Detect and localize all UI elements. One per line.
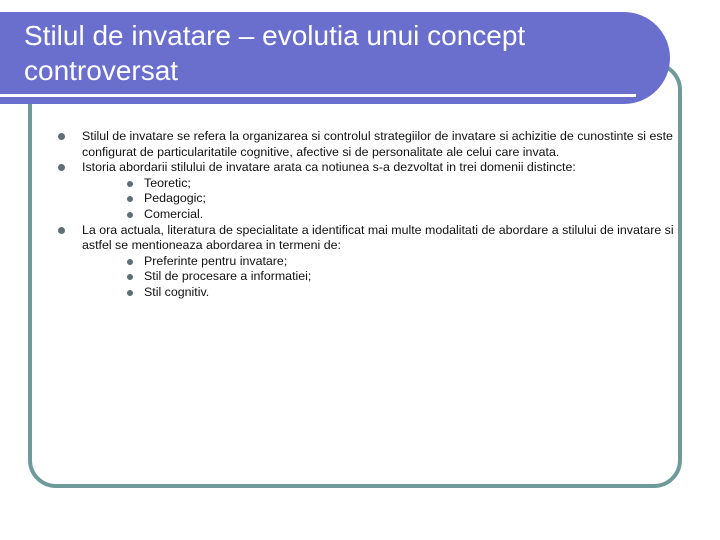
sub-bullet-text: Comercial. (144, 206, 204, 221)
slide-body (56, 129, 676, 301)
sub-bullet-text: Pedagogic; (144, 191, 207, 206)
sub-bullet-list (126, 254, 676, 301)
sub-bullet-list (126, 176, 676, 223)
bullet-dot-icon (127, 259, 133, 265)
title-divider (0, 94, 636, 97)
bullet-dot-icon (127, 212, 133, 218)
sub-bullet-item (126, 285, 676, 301)
sub-bullet-item (126, 191, 676, 207)
sub-bullet-item (126, 176, 676, 192)
bullet-item (56, 160, 676, 222)
sub-bullet-text: Stil de procesare a informatiei; (144, 269, 312, 284)
bullet-text: Stilul de invatare se refera la organizarea si controlul strategiilor de invatare si achizitie de cunostinte si este configurat de particularitatile cognitive, afective si de personalitate ale celui care invata. (82, 129, 673, 159)
sub-bullet-text: Stil cognitiv. (144, 284, 210, 299)
sub-bullet-text: Teoretic; (144, 175, 191, 190)
sub-bullet-item (126, 254, 676, 270)
bullet-text: La ora actuala, literatura de specialitate a identificat mai multe modalitati de abordare a stilului de invatare si astfel se mentioneaza abordarea in termeni de: (82, 222, 674, 253)
bullet-dot-icon (58, 133, 65, 140)
sub-bullet-item (126, 269, 676, 285)
bullet-dot-icon (127, 274, 133, 280)
bullet-text: Istoria abordarii stilului de invatare arata ca notiunea s-a dezvoltat in trei domenii distincte: (82, 160, 576, 175)
bullet-dot-icon (58, 227, 65, 234)
bullet-dot-icon (127, 290, 133, 296)
bullet-item (56, 129, 676, 160)
bullet-dot-icon (127, 196, 133, 202)
sub-bullet-text: Preferinte pentru invatare; (144, 253, 288, 268)
slide-title: Stilul de invatare – evolutia unui concept controversat (24, 20, 526, 86)
sub-bullet-item (126, 207, 676, 223)
bullet-dot-icon (58, 164, 65, 171)
bullet-dot-icon (127, 181, 133, 187)
bullet-list (56, 129, 676, 301)
bullet-item (56, 223, 676, 301)
